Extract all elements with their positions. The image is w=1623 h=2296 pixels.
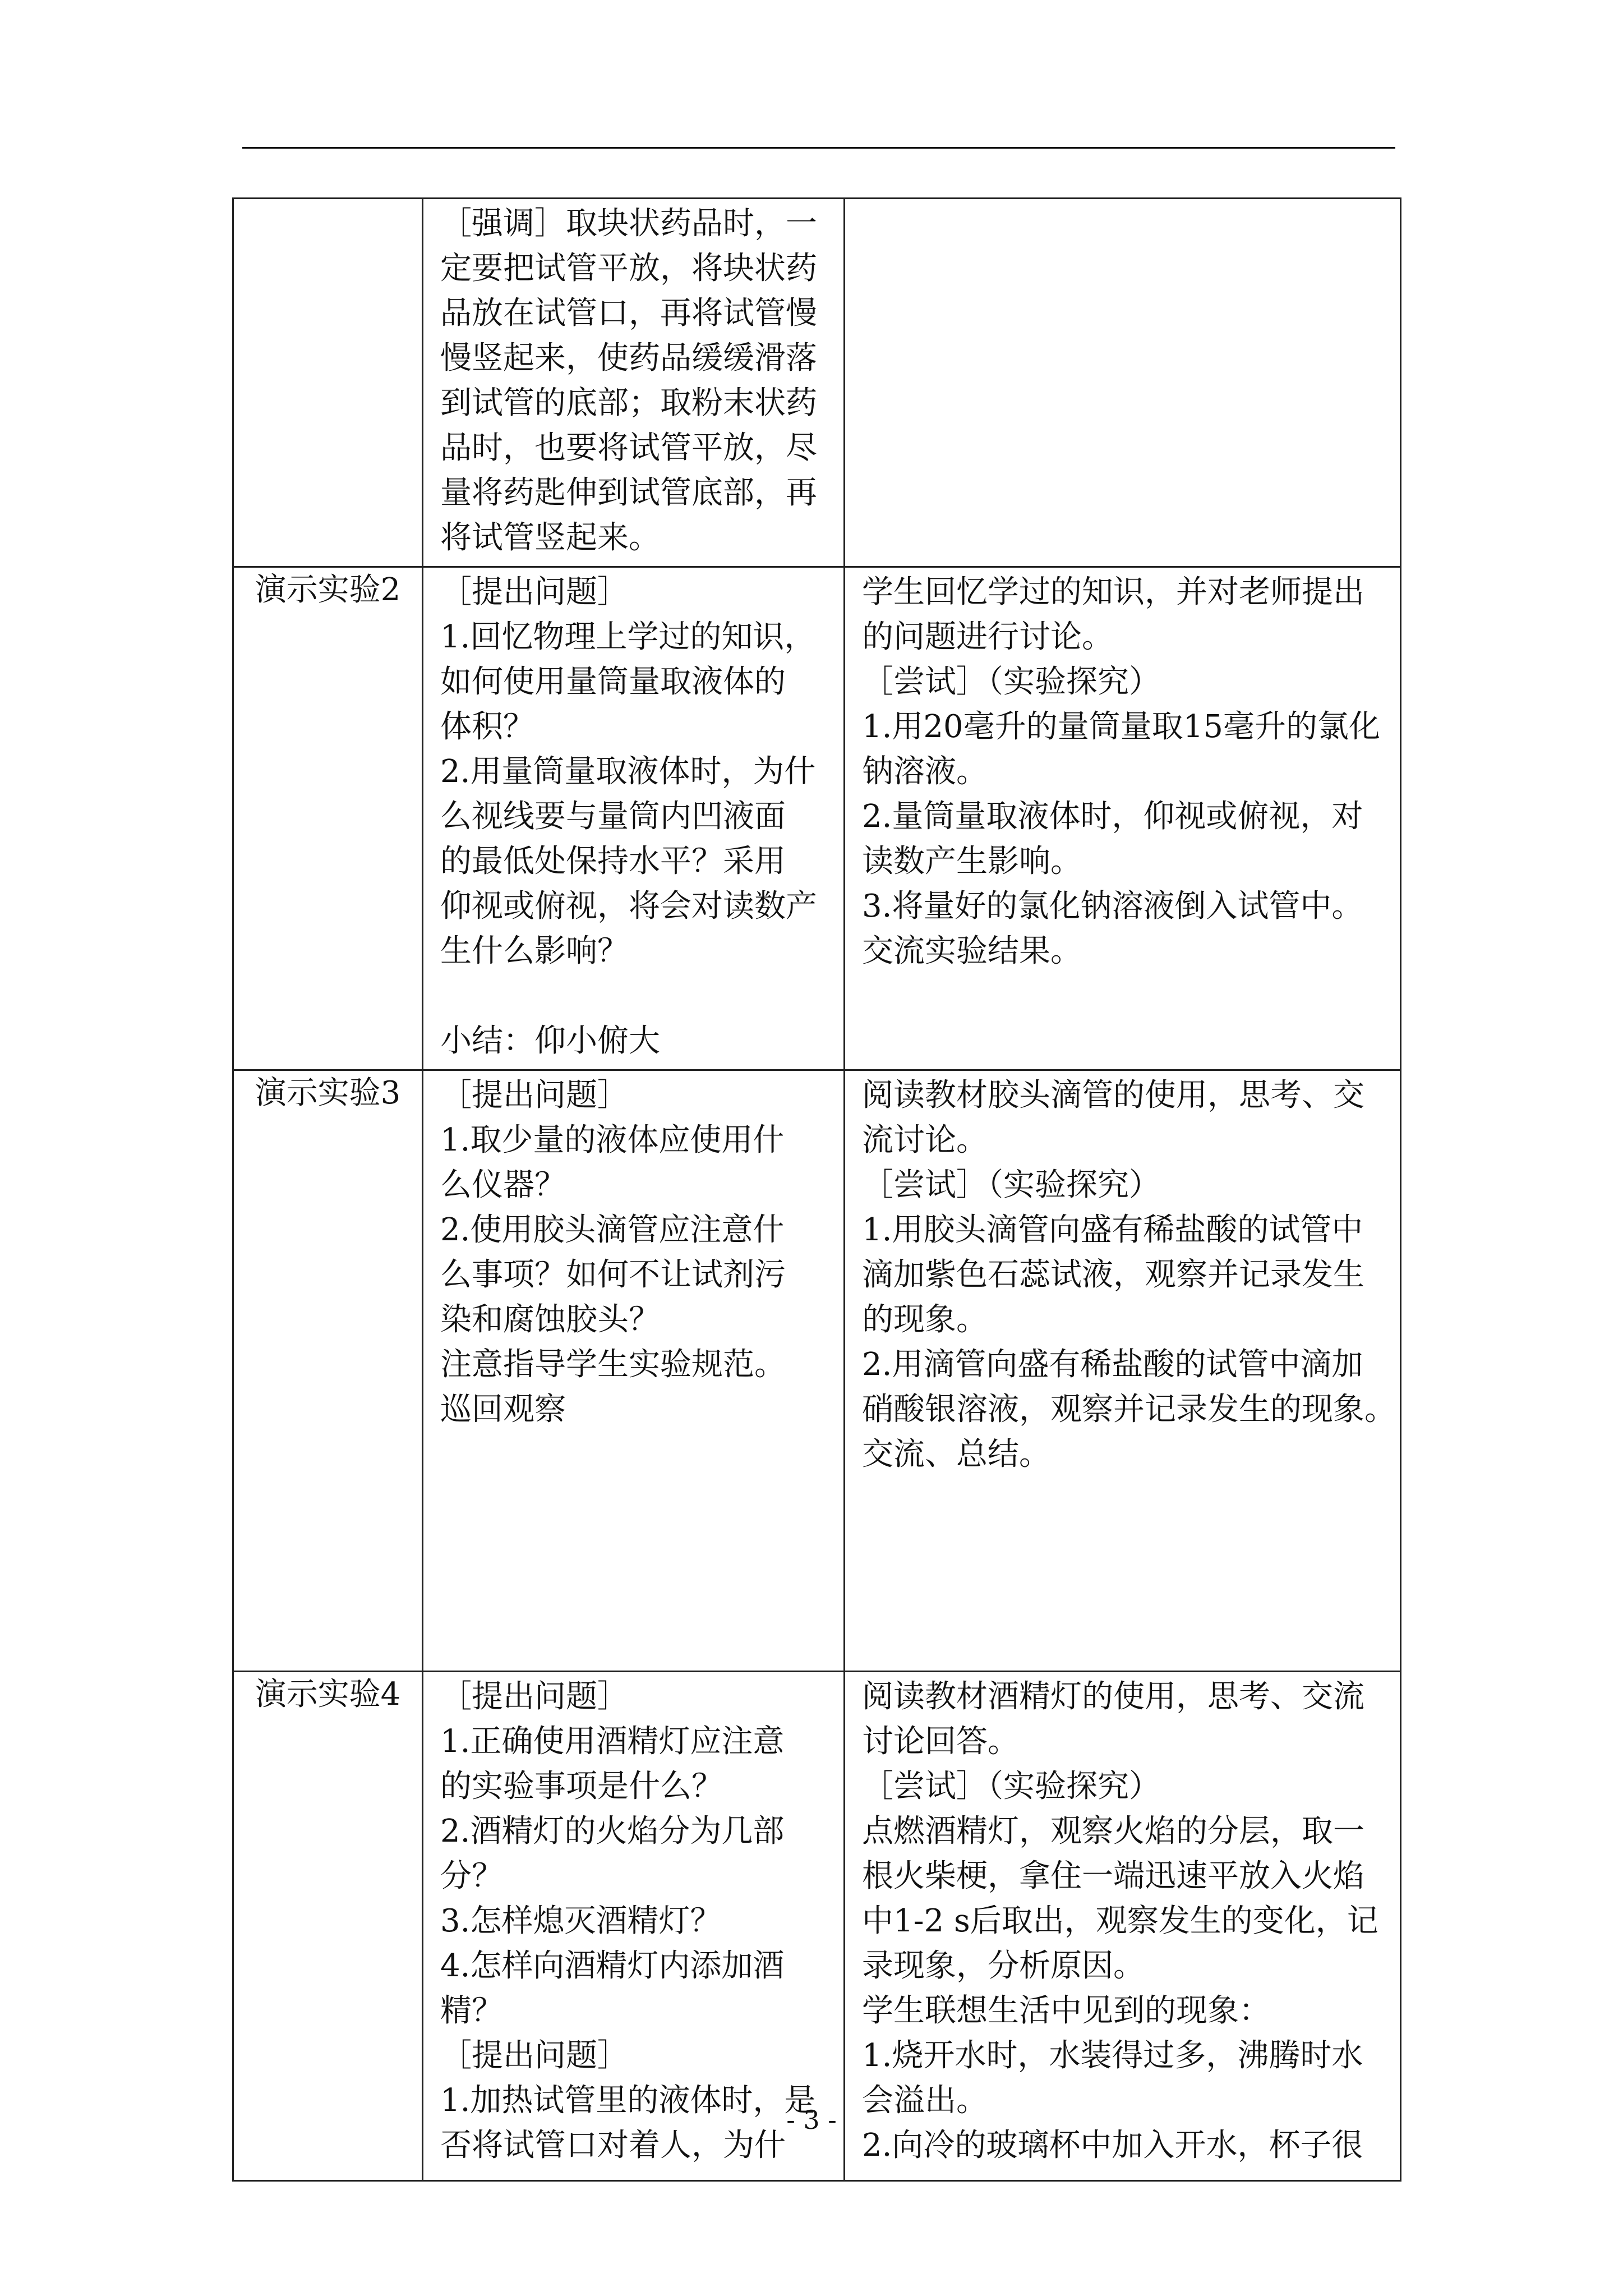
text-line: 讨论回答。 xyxy=(862,1723,1019,1760)
text-line xyxy=(440,974,832,1019)
text-line: 精？ xyxy=(440,1993,503,2029)
text-line: 到试管的底部；取粉末状药 xyxy=(440,385,817,421)
text-line: 根火柴梗，拿住一端迅速平放入火焰 xyxy=(862,1858,1364,1894)
table-row xyxy=(233,567,1401,1070)
teacher-activity-cell xyxy=(423,1070,845,1672)
text-line: 1.取少量的液体应使用什 xyxy=(440,1122,785,1158)
text-line: 1.加热试管里的液体时，是 xyxy=(440,2082,816,2119)
text-line: 1.回忆物理上学过的知识， xyxy=(440,619,816,655)
text-line: ［尝试］（实验探究） xyxy=(862,1768,1160,1805)
text-line: 否将试管口对着人，为什 xyxy=(440,2127,786,2164)
text-line: 3.怎样熄灭酒精灯？ xyxy=(440,1903,722,1939)
text-line: 学生联想生活中见到的现象： xyxy=(862,1993,1270,2029)
text-line: 1.烧开水时，水装得过多，沸腾时水 xyxy=(862,2037,1363,2074)
text-line: ［提出问题］ xyxy=(440,1678,629,1715)
text-line: 仰视或俯视，将会对读数产 xyxy=(440,888,817,924)
text-line: 会溢出。 xyxy=(862,2082,988,2119)
text-line: 分？ xyxy=(440,1858,503,1894)
text-line: ［提出问题］ xyxy=(440,1077,629,1114)
text-line: 的实验事项是什么？ xyxy=(440,1768,723,1805)
text-line: ［提出问题］ xyxy=(440,574,629,610)
text-line: 如何使用量筒量取液体的 xyxy=(440,664,786,700)
text-line: 1.用胶头滴管向盛有稀盐酸的试管中 xyxy=(862,1212,1363,1248)
student-activity-cell xyxy=(845,1070,1401,1672)
text-line: 流讨论。 xyxy=(862,1122,988,1158)
text-line: 阅读教材胶头滴管的使用，思考、交 xyxy=(862,1077,1364,1114)
text-line: 定要把试管平放，将块状药 xyxy=(440,250,817,287)
text-line: 2.使用胶头滴管应注意什 xyxy=(440,1212,785,1248)
text-line: 2.用量筒量取液体时，为什 xyxy=(440,753,816,790)
text-line: 3.将量好的氯化钠溶液倒入试管中。 xyxy=(862,888,1363,924)
text-line: ［提出问题］ xyxy=(440,2037,629,2074)
row-label: 演示实验4 xyxy=(233,1672,423,2181)
text-line: 小结：仰小俯大 xyxy=(440,1023,660,1059)
text-line: 读数产生影响。 xyxy=(862,843,1082,880)
text-line: 注意指导学生实验规范。 xyxy=(440,1346,786,1383)
header-rule xyxy=(242,147,1395,149)
text-line: 4.怎样向酒精灯内添加酒 xyxy=(440,1948,785,1984)
text-line: 2.酒精灯的火焰分为几部 xyxy=(440,1813,785,1849)
text-line: 滴加紫色石蕊试液，观察并记录发生 xyxy=(862,1257,1364,1293)
text-line: 体积？ xyxy=(440,708,534,745)
text-line: 的问题进行讨论。 xyxy=(862,619,1113,655)
text-line: 中1-2 s后取出，观察发生的变化，记 xyxy=(862,1903,1378,1939)
row-label xyxy=(233,199,423,567)
text-line: 品时，也要将试管平放，尽 xyxy=(440,430,817,466)
text-line: 2.量筒量取液体时，仰视或俯视，对 xyxy=(862,798,1363,835)
text-line: 交流、总结。 xyxy=(862,1436,1050,1473)
teacher-activity-cell xyxy=(423,567,845,1070)
text-line: 生什么影响？ xyxy=(440,933,629,969)
row-label: 演示实验3 xyxy=(233,1070,423,1672)
text-line: 录现象，分析原因。 xyxy=(862,1948,1145,1984)
lesson-table xyxy=(232,197,1401,2182)
student-activity-cell xyxy=(845,199,1401,567)
text-line: ［强调］取块状药品时，一 xyxy=(440,205,817,242)
teacher-activity-cell xyxy=(423,199,845,567)
text-line: 巡回观察 xyxy=(440,1391,566,1428)
text-line: 的最低处保持水平？采用 xyxy=(440,843,786,880)
text-line: 1.正确使用酒精灯应注意 xyxy=(440,1723,785,1760)
text-line: ［尝试］（实验探究） xyxy=(862,664,1160,700)
text-line: 么事项？如何不让试剂污 xyxy=(440,1257,786,1293)
text-line: 将试管竖起来。 xyxy=(440,519,660,556)
text-line: 交流实验结果。 xyxy=(862,933,1082,969)
text-line: 2.用滴管向盛有稀盐酸的试管中滴加 xyxy=(862,1346,1363,1383)
text-line: 染和腐蚀胶头？ xyxy=(440,1301,660,1338)
row-label: 演示实验2 xyxy=(233,567,423,1070)
text-line: 阅读教材酒精灯的使用，思考、交流 xyxy=(862,1678,1364,1715)
table-row xyxy=(233,199,1401,567)
text-line: ［尝试］（实验探究） xyxy=(862,1167,1160,1203)
table-row xyxy=(233,1070,1401,1672)
text-line: 么仪器？ xyxy=(440,1167,566,1203)
text-line: 的现象。 xyxy=(862,1301,988,1338)
text-line: 品放在试管口，再将试管慢 xyxy=(440,295,817,332)
student-activity-cell xyxy=(845,567,1401,1070)
text-line: 慢竖起来，使药品缓缓滑落 xyxy=(440,340,817,376)
page-number: - 3 - xyxy=(786,2105,837,2135)
text-line: 学生回忆学过的知识，并对老师提出 xyxy=(862,574,1364,610)
text-line: 么视线要与量筒内凹液面 xyxy=(440,798,786,835)
text-line: 1.用20毫升的量筒量取15毫升的氯化 xyxy=(862,708,1380,745)
text-line: 2.向冷的玻璃杯中加入开水，杯子很 xyxy=(862,2127,1363,2164)
text-line: 点燃酒精灯，观察火焰的分层，取一 xyxy=(862,1813,1364,1849)
text-line: 钠溶液。 xyxy=(862,753,988,790)
text-line: 硝酸银溶液，观察并记录发生的现象。 xyxy=(862,1391,1396,1428)
text-line: 量将药匙伸到试管底部，再 xyxy=(440,475,817,511)
